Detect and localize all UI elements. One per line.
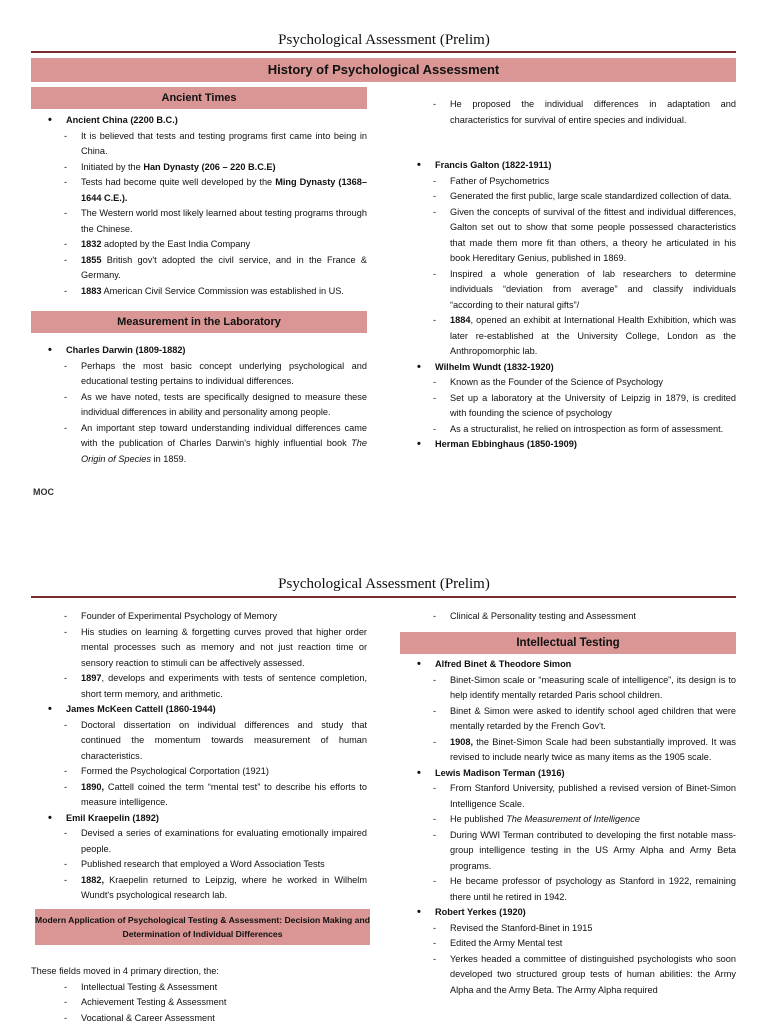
dash-item: - Achievement Testing & Assessment bbox=[31, 995, 367, 1011]
dash-item: - His studies on learning & forgetting curves proved that higher order mental processes such as memory and not just reaction time or sensory reaction to stimuli can be affectively assessed. bbox=[31, 625, 367, 672]
left-column bbox=[31, 113, 367, 299]
dash-item: - An important step toward understanding individual differences came with the publication of Charles Darwin's highly influential book The Origin of Species in 1859. bbox=[31, 421, 367, 468]
bullet-item: • Ancient China (2200 B.C.) bbox=[31, 113, 367, 129]
bullet-item: • Wilhelm Wundt (1832-1920) bbox=[400, 360, 736, 376]
dash-item: - Perhaps the most basic concept underlying psychological and educational testing pertains to individual differences. bbox=[31, 359, 367, 390]
paragraph: These fields moved in 4 primary direction, the: bbox=[31, 966, 219, 976]
dash-item: - Tests had become quite well developed by the Ming Dynasty (1368–1644 C.E.). bbox=[31, 175, 367, 206]
dash-item: - Generated the first public, large scale standardized collection of data. bbox=[400, 189, 736, 205]
bullet-item: • Francis Galton (1822-1911) bbox=[400, 158, 736, 174]
dash-item: - 1884, opened an exhibit at International Health Exhibition, which was later re-established at the University College, London as the Anthropomorphic lab. bbox=[400, 313, 736, 360]
footer-initials: MOC bbox=[33, 487, 54, 497]
document-page-2 bbox=[0, 560, 768, 1024]
dash-item: - He published The Measurement of Intelligence bbox=[400, 812, 736, 828]
dash-item: - 1832 adopted by the East India Company bbox=[31, 237, 367, 253]
dash-item: - As a structuralist, he relied on introspection as form of assessment. bbox=[400, 422, 736, 438]
dash-item: - Published research that employed a Word Association Tests bbox=[31, 857, 367, 873]
section-banner: History of Psychological Assessment bbox=[31, 58, 736, 82]
dash-item: - Edited the Army Mental test bbox=[400, 936, 736, 952]
dash-item: - Clinical & Personality testing and Assessment bbox=[400, 609, 736, 625]
dash-item: - Devised a series of examinations for evaluating emotionally impaired people. bbox=[31, 826, 367, 857]
page-title: Psychological Assessment (Prelim) bbox=[278, 576, 490, 592]
left-column-lower bbox=[31, 343, 367, 467]
dash-item: - He became professor of psychology as Stanford in 1922, remaining there until he retired in 1942. bbox=[400, 874, 736, 905]
right-column bbox=[400, 609, 736, 625]
left-column-lower bbox=[31, 964, 367, 1024]
bullet-item: • Emil Kraepelin (1892) bbox=[31, 811, 367, 827]
dash-item: - He proposed the individual differences in adaptation and characteristics for survival of entire species and individual. bbox=[400, 97, 736, 128]
dash-item: - It is believed that tests and testing programs first came into being in China. bbox=[31, 129, 367, 160]
dash-item: - Inspired a whole generation of lab researchers to determine individuals “deviation from average” and classify individuals “according to their natural gifts”/ bbox=[400, 267, 736, 314]
dash-item: - Binet-Simon scale or “measuring scale of intelligence”, its design is to help identify mentally retarded Paris school children. bbox=[400, 673, 736, 704]
title-rule bbox=[31, 596, 736, 598]
dash-item: - Yerkes headed a committee of distinguished psychologists who soon developed two structured group tests of human abilities: the Army Alpha and the Army Beta. The Army Alpha required bbox=[400, 952, 736, 999]
dash-item: - Revised the Stanford-Binet in 1915 bbox=[400, 921, 736, 937]
dash-item: - Binet & Simon were asked to identify school aged children that were mentally retarded by the French Gov't. bbox=[400, 704, 736, 735]
dash-item: - Given the concepts of survival of the fittest and individual differences, Galton set out to show that some people possessed characteristics that made them more fit than others, a theory he articulated in his book Hereditary Genius, published in 1869. bbox=[400, 205, 736, 267]
dash-item: - Doctoral dissertation on individual differences and study that continued the momentum towards measurement of human characteristics. bbox=[31, 718, 367, 765]
dash-item: - Set up a laboratory at the University of Leipzig in 1879, is credited with founding the science of psychology bbox=[400, 391, 736, 422]
dash-item: - Father of Psychometrics bbox=[400, 174, 736, 190]
title-rule bbox=[31, 51, 736, 53]
bullet-item: • James McKeen Cattell (1860-1944) bbox=[31, 702, 367, 718]
bullet-item: • Alfred Binet & Theodore Simon bbox=[400, 657, 736, 673]
left-column bbox=[31, 609, 367, 904]
dash-item: - Initiated by the Han Dynasty (206 – 220 B.C.E) bbox=[31, 160, 367, 176]
dash-item: - Formed the Psychological Corportation (1921) bbox=[31, 764, 367, 780]
dash-item: - 1883 American Civil Service Commission was established in US. bbox=[31, 284, 367, 300]
dash-item: - 1855 British gov't adopted the civil service, and in the France & Germany. bbox=[31, 253, 367, 284]
section-header-modern-application: Modern Application of Psychological Testing & Assessment: Decision Making and Determination of Individual Differences bbox=[35, 909, 370, 945]
dash-item: - 1890, Cattell coined the term “mental test” to describe his efforts to measure intelligence. bbox=[31, 780, 367, 811]
dash-item: - During WWI Terman contributed to developing the first notable mass-group intelligence testing in the US Army Alpha and Army Beta programs. bbox=[400, 828, 736, 875]
bullet-item: • Lewis Madison Terman (1916) bbox=[400, 766, 736, 782]
section-header-measurement-lab: Measurement in the Laboratory bbox=[31, 311, 367, 333]
dash-item: - As we have noted, tests are specifically designed to measure these individual differences in ability and personality among people. bbox=[31, 390, 367, 421]
dash-item: - From Stanford University, published a revised version of Binet-Simon Intelligence Scale. bbox=[400, 781, 736, 812]
right-column-lower bbox=[400, 657, 736, 998]
dash-item: - Vocational & Career Assessment bbox=[31, 1011, 367, 1024]
bullet-item: • Robert Yerkes (1920) bbox=[400, 905, 736, 921]
dash-item: - Founder of Experimental Psychology of Memory bbox=[31, 609, 367, 625]
section-header-ancient-times: Ancient Times bbox=[31, 87, 367, 109]
bullet-item: • Herman Ebbinghaus (1850-1909) bbox=[400, 437, 736, 453]
dash-item: - 1908, the Binet-Simon Scale had been substantially improved. It was revised to include nearly twice as many items as the 1905 scale. bbox=[400, 735, 736, 766]
dash-item: - The Western world most likely learned about testing programs through the Chinese. bbox=[31, 206, 367, 237]
dash-item: - 1882, Kraepelin returned to Leipzig, where he worked in Wilhelm Wundt's psychological research lab. bbox=[31, 873, 367, 904]
right-column bbox=[400, 97, 736, 453]
section-header-intellectual-testing: Intellectual Testing bbox=[400, 632, 736, 654]
bullet-item: • Charles Darwin (1809-1882) bbox=[31, 343, 367, 359]
dash-item: - Known as the Founder of the Science of Psychology bbox=[400, 375, 736, 391]
page-title: Psychological Assessment (Prelim) bbox=[278, 32, 490, 48]
dash-item: - 1897, develops and experiments with tests of sentence completion, short term memory, and arithmetic. bbox=[31, 671, 367, 702]
dash-item: - Intellectual Testing & Assessment bbox=[31, 980, 367, 996]
